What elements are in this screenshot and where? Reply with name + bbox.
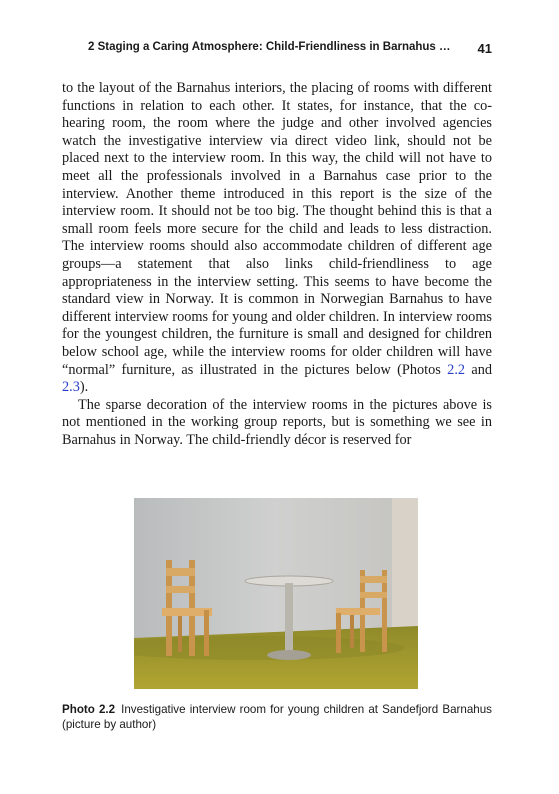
caption-label: Photo 2.2 <box>62 703 116 716</box>
page-number: 41 <box>477 41 492 56</box>
body-text <box>62 80 492 449</box>
photo-2-3-link[interactable]: 2.3 <box>62 379 80 396</box>
paragraph-1 <box>62 80 492 397</box>
paragraph-1-end: ). <box>79 379 89 396</box>
table-leg <box>285 583 293 653</box>
running-head <box>88 41 492 57</box>
paragraph-2: The sparse decoration of the interview rooms in the pictures above is not mentioned in the working group reports, but is something we see in Barnahus in Norway. The child-friendly décor is reserved for <box>62 396 492 448</box>
photo-2-2-link[interactable]: 2.2 <box>447 361 466 378</box>
door-frame <box>392 498 418 648</box>
photo-2-2 <box>134 498 418 689</box>
paragraph-1-and: and <box>465 361 493 378</box>
running-title: 2 Staging a Caring Atmosphere: Child-Friendliness in Barnahus … <box>88 41 451 53</box>
figure-caption <box>62 702 492 732</box>
interview-room-photo <box>134 498 418 689</box>
caption-text: Investigative interview room for young children at Sandefjord Barnahus (picture by author) <box>62 703 492 731</box>
table-base <box>267 650 311 660</box>
paragraph-1-text: to the layout of the Barnahus interiors, the placing of rooms with different functions in relation to each other. It states, for instance, that the co-hearing room, the room where the judge and other involved agencies watch the investigative interview via direct video link, should not be placed next to the interview room. In this way, the child will not have to meet all the professionals involved in a Barnahus case prior to the interview. Another theme introduced in this report is the size of the interview room. It should not be too big. The thought behind this is that a small room feels more secure for the child and leads to less distraction. The interview rooms should also accommodate children of different age groups—a statement that also links child-friendliness to age appropriateness in the interview setting. This seems to have become the standard view in Norway. It is common in Norwegian Barnahus to have different interview rooms for young and older children. In interview rooms for the youngest children, the furniture is small and designed for children below school age, while the interview rooms for older children will have “normal” furniture, as illustrated in the pictures below (Photos <box>62 80 492 378</box>
